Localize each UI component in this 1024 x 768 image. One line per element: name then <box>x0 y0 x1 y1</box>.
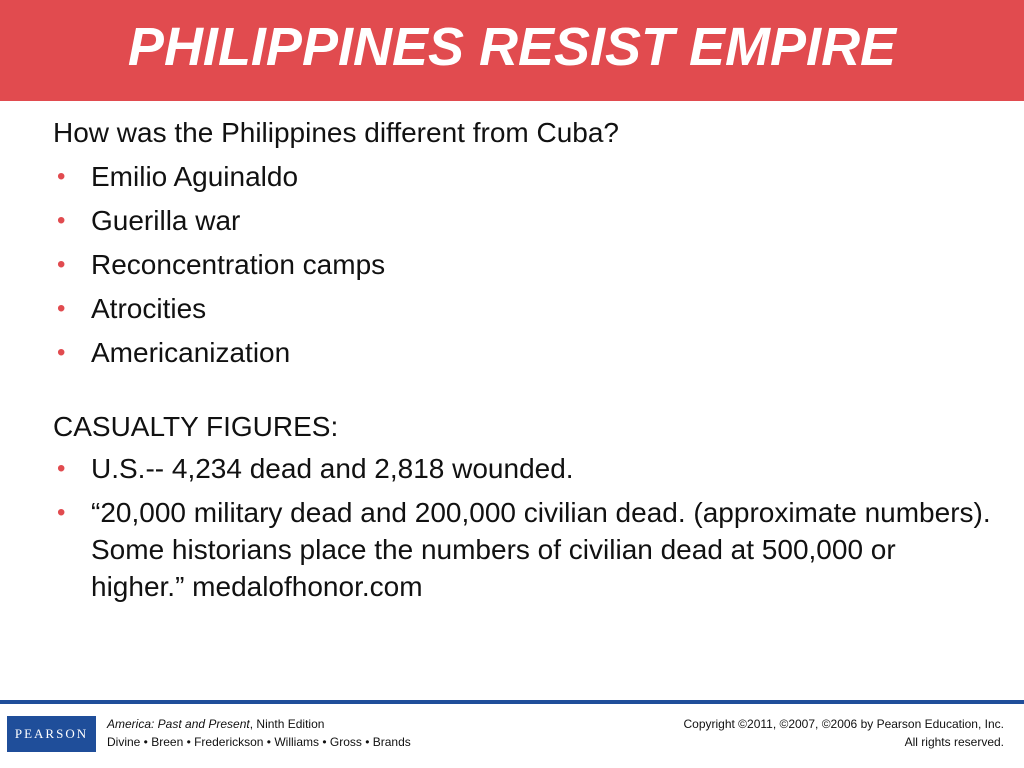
bullet-icon: • <box>57 499 66 526</box>
authors-line: Divine • Breen • Frederickson • Williams • Gross • Brands <box>107 735 411 749</box>
book-title: America: Past and Present <box>107 717 250 731</box>
rights-line: All rights reserved. <box>904 735 1004 749</box>
book-edition: , Ninth Edition <box>249 717 325 731</box>
slide-content <box>53 112 993 605</box>
copyright-line: Copyright ©2011, ©2007, ©2006 by Pearson Education, Inc. <box>683 717 1004 731</box>
bullet-item <box>53 160 993 194</box>
bullet-text: Reconcentration camps <box>91 249 386 280</box>
book-line <box>107 715 411 733</box>
slide-title: PHILIPPINES RESIST EMPIRE <box>127 17 897 77</box>
bullet-text: Emilio Aguinaldo <box>91 161 299 192</box>
bullet-icon: • <box>57 163 66 190</box>
bullet-item <box>53 336 993 370</box>
bullet-text: “20,000 military dead and 200,000 civilian dead. (approximate numbers). Some historians place the numbers of civilian dead at 500,000 or higher.” medalofhonor.com <box>91 497 991 602</box>
bullet-icon: • <box>57 455 66 482</box>
bullet-item <box>53 248 993 282</box>
bullet-text: U.S.-- 4,234 dead and 2,818 wounded. <box>91 453 574 484</box>
footer-book-info <box>107 715 411 751</box>
footer-copyright <box>683 715 1004 751</box>
bullet-text: Atrocities <box>91 293 207 324</box>
question-text: How was the Philippines different from Cuba? <box>53 117 620 148</box>
spacer <box>53 370 993 410</box>
pearson-logo: PEARSON <box>7 716 96 752</box>
bullet-item <box>53 494 993 605</box>
bullet-text: Americanization <box>91 337 291 368</box>
casualty-heading: CASUALTY FIGURES: <box>53 411 339 442</box>
title-bar <box>0 0 1024 101</box>
bullet-text: Guerilla war <box>91 205 241 236</box>
bullet-list-topics <box>53 160 993 370</box>
bullet-item <box>53 204 993 238</box>
bullet-list-casualties <box>53 452 993 605</box>
bullet-icon: • <box>57 207 66 234</box>
bullet-icon: • <box>57 251 66 278</box>
bullet-icon: • <box>57 339 66 366</box>
bullet-item <box>53 292 993 326</box>
bullet-icon: • <box>57 295 66 322</box>
footer <box>0 704 1024 768</box>
bullet-item <box>53 452 993 486</box>
